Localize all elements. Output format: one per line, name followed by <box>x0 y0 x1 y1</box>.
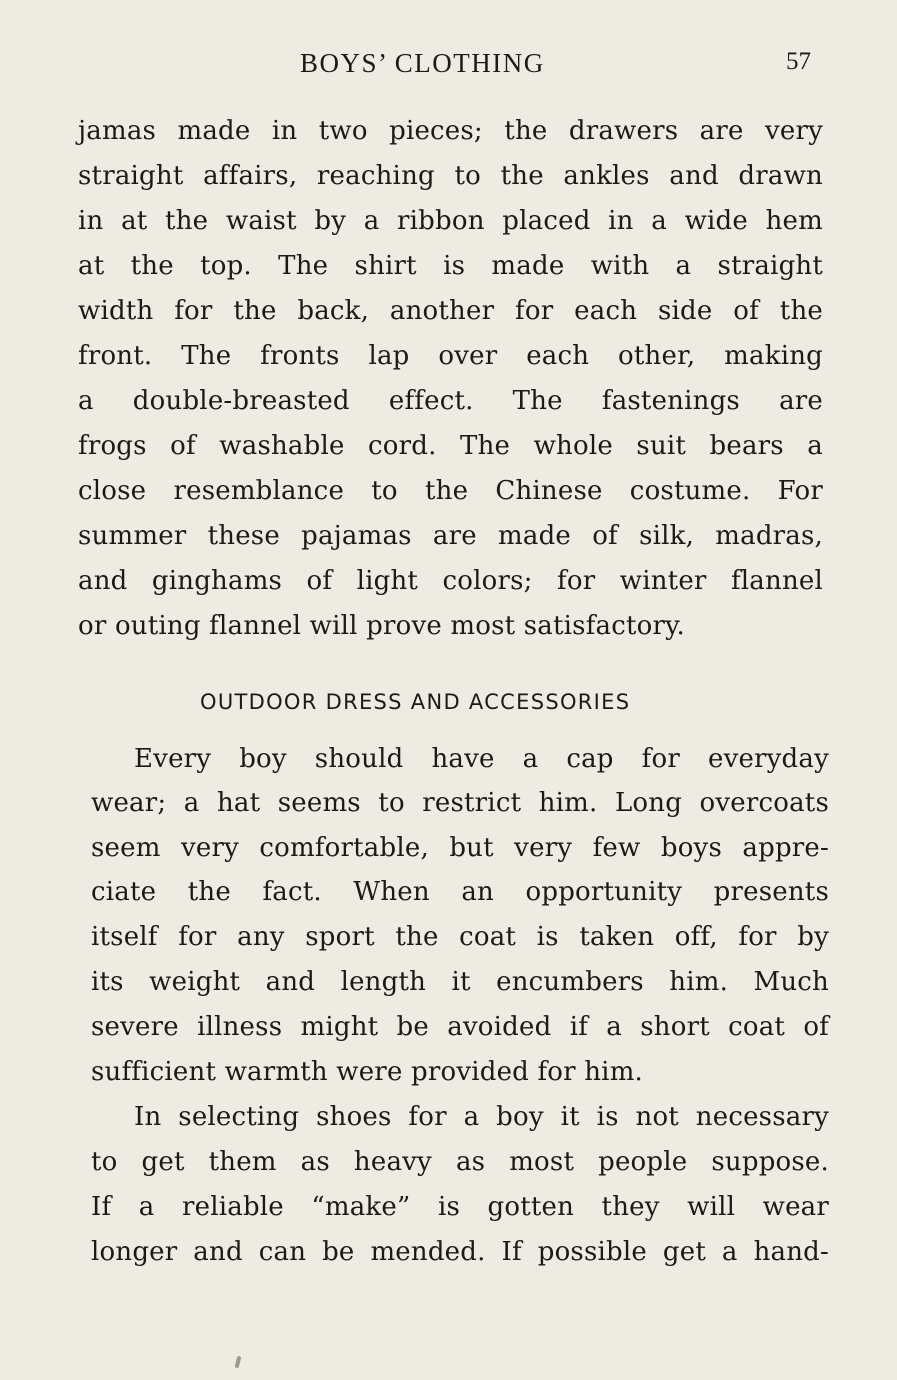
text-line: severe illness might be avoided if a short coat of <box>91 1012 829 1042</box>
text-line: seem very comfortable, but very few boys appre- <box>91 833 829 863</box>
ink-speck <box>235 1356 242 1369</box>
text-line: longer and can be mended. If possible get a hand- <box>91 1237 829 1267</box>
text-line: summer these pajamas are made of silk, madras, <box>78 521 823 551</box>
text-line: front. The fronts lap over each other, making <box>78 341 823 371</box>
text-line: to get them as heavy as most people suppose. <box>91 1147 829 1177</box>
text-line: width for the back, another for each side of the <box>78 296 823 326</box>
text-line: straight affairs, reaching to the ankles and drawn <box>78 161 823 191</box>
text-line: jamas made in two pieces; the drawers are very <box>78 116 823 146</box>
running-head <box>0 44 897 84</box>
text-line: and ginghams of light colors; for winter flannel <box>78 566 823 596</box>
text-line: ciate the fact. When an opportunity presents <box>91 877 829 907</box>
section-heading: OUTDOOR DRESS AND ACCESSORIES <box>200 690 631 714</box>
text-line: frogs of washable cord. The whole suit bears a <box>78 431 823 461</box>
page-number: 57 <box>786 48 811 75</box>
text-line: itself for any sport the coat is taken off, for by <box>91 922 829 952</box>
text-line: in at the waist by a ribbon placed in a wide hem <box>78 206 823 236</box>
text-line: or outing flannel will prove most satisfactory. <box>78 611 686 641</box>
text-line: close resemblance to the Chinese costume. For <box>78 476 823 506</box>
text-line: a double-breasted effect. The fastenings are <box>78 386 823 416</box>
text-line: at the top. The shirt is made with a straight <box>78 251 823 281</box>
text-line: sufficient warmth were provided for him. <box>91 1057 644 1087</box>
text-line: Every boy should have a cap for everyday <box>134 744 829 774</box>
text-line: its weight and length it encumbers him. Much <box>91 967 829 997</box>
text-line: In selecting shoes for a boy it is not necessary <box>134 1102 829 1132</box>
text-line: wear; a hat seems to restrict him. Long overcoats <box>91 788 829 818</box>
running-title: BOYS’ CLOTHING <box>300 48 545 78</box>
text-line: If a reliable “make” is gotten they will wear <box>91 1192 829 1222</box>
